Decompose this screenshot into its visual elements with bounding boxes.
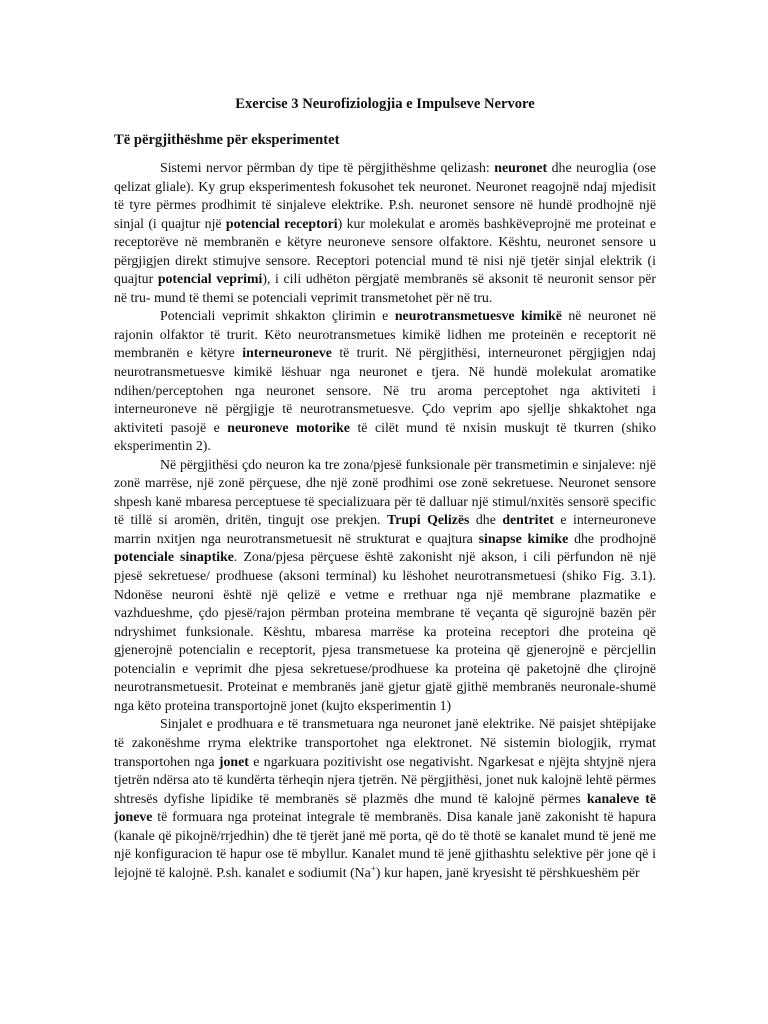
bold-term: neuronet	[494, 160, 548, 175]
paragraph	[114, 715, 656, 882]
section-heading: Të përgjithëshme për eksperimentet	[114, 132, 340, 148]
text-run: të cilët mund të nxisin muskujt të tkurren (shiko eksperimentin 2).	[114, 419, 657, 454]
text-run: dhe	[469, 512, 503, 528]
document-title: Exercise 3 Neurofiziologjia e Impulseve Nervore	[235, 96, 535, 112]
bold-term: interneuroneve	[242, 345, 332, 361]
bold-term: potencial receptori	[225, 215, 338, 231]
bold-term: kanaleve të joneve	[114, 790, 657, 825]
bold-term: sinapse kimike	[478, 530, 569, 546]
superscript-text: +	[370, 863, 376, 874]
text-run: dhe prodhojnë	[568, 530, 656, 546]
paragraph	[114, 307, 656, 455]
text-run: dhe neuroglia (ose qelizat gliale). Ky grup eksperimentesh fokusohet tek neuronet. Neuronet reagojnë ndaj mjedisit të tyre përmes prodhimit të sinjaleve elektrike. P.sh. neuronet sensore në hundë prodhojnë një sinjal (i quajtur një	[114, 160, 656, 231]
text-run: e ngarkuara pozitivisht ose negativisht. Ngarkesat e njëjta shtyjnë njera tjetrën ndërsa ato të kundërta tërheqin njera tjetrën. Në përgjithësi, jonet nuk kalojnë lehtë përmes shtresës dyfishe lipidike të membranës së plazmës dhe mund të kalojnë përmes	[114, 753, 657, 806]
text-run: Në përgjithësi çdo neuron ka tre zona/pjesë funksionale për transmetimin e sinjaleve: një zonë marrëse, një zonë përçuese, dhe një zonë prodhimi ose zonë sekretuese. Neuronet sensore shpesh kanë mbaresa perceptuese të specializuara për të dalluar një stimul/nxitës sensorë specific të tillë si aromën, dritën, tingujt ose prekjen.	[114, 456, 656, 528]
text-run: Potenciali veprimit shkakton çlirimin e	[160, 308, 395, 324]
bold-term: potenciale sinaptike	[114, 549, 234, 565]
bold-term: jonet	[218, 753, 249, 769]
text-run: e interneuroneve marrin nxitjen nga neurotransmetuesit në strukturat e quajtura	[114, 512, 656, 546]
bold-term: potencial veprimi	[157, 271, 263, 287]
bold-term: dentritet	[502, 512, 554, 528]
text-run: ) kur hapen, janë kryesisht të përshkueshëm për	[375, 864, 640, 880]
document-body	[114, 94, 656, 882]
text-run: të trurit. Në përgjithësi, interneuronet përgjigjen ndaj neurotransmetuesve kimikë lëshuar nga neuronet e tjera. Në hundë molekulat aromatike ndihen/perceptohen nga neuronet sensore. Në tru aroma perceptohet nga aktiviteti i interneuroneve në përgjigje të neurotransmetuesve. Çdo veprim apo sjellje shkaktohet nga aktiviteti pasojë e	[114, 345, 656, 435]
text-run: Sinjalet e prodhuara e të transmetuara nga neuronet janë elektrike. Në paisjet shtëpijake të zakonëshme rryma elektrike transportohet nga elektronet. Në sistemin biologjik, rrymat transportohen nga	[114, 716, 656, 769]
bold-term: Trupi Qelizës	[386, 512, 470, 528]
text-run: ) kur molekulat e aromës bashkëveprojnë me proteinat e receptorëve në membranën e këtyre neuroneve sensore olfaktore. Kështu, neuronet sensore u përgjigjen direkt stimujve sensore. Receptori potencial mund të nisi një tjetër sinjal elektrik (i quajtur	[114, 215, 656, 287]
bold-term: neurotransmetuesve kimikë	[394, 308, 562, 324]
text-run: në neuronet në rajonin olfaktor të trurit. Këto neurotransmetues kimikë lidhen me proteinën e receptorit në membranën e këtyre	[114, 308, 656, 361]
paragraph	[114, 456, 656, 716]
bold-term: neuroneve motorike	[227, 419, 350, 435]
paragraph	[114, 159, 656, 307]
text-run: . Zona/pjesa përçuese është zakonisht një akson, i cili përfundon në një pjesë sekretuese/ prodhuese (aksoni terminal) ku lëshohet neurotransmetuesi (shiko Fig. 3.1). Ndonëse neuroni është një qelizë e vetme e rrethuar nga një membrane plazmatike e vazhdueshme, çdo pjesë/rajon përmban proteina membrane të veçanta që sigurojnë bazën për ndryshimet funksionale. Kështu, mbaresa marrëse ka proteina receptori dhe proteina që gjenerojnë potencialin e receptorit, pjesa transmetuese ka proteina që gjenerojnë e përcjellin potencialin e veprimit dhe pjesa sekretuese/prodhuese ka proteina që paketojnë dhe çlirojnë neurotransmetuesit. Proteinat e membranës janë gjetur gjatë gjithë membranës neuronale-shumë nga këto proteina transportojnë jonet (kujto eksperimentin 1)	[114, 549, 657, 713]
text-run: të formuara nga proteinat integrale të membranës. Disa kanale janë zakonisht të hapura (kanale që pikojnë/rrjedhin) dhe të tjerët janë më porta, që do të thotë se kanalet mund të jenë me një konfiguracion të hapur ose të mbyllur. Kanalet mund të jenë gjithashtu selektive për jone që i lejojnë të kalojnë. P.sh. kanalet e sodiumit (Na	[114, 809, 656, 880]
text-run: ), i cili udhëton përgjatë membranës së aksonit të neuronit sensor për në tru- mund të themi se potenciali veprimit transmetohet për në tru.	[114, 271, 656, 305]
text-run: Sistemi nervor përmban dy tipe të përgjithëshme qelizash:	[160, 160, 495, 175]
paragraph-list	[114, 159, 656, 882]
